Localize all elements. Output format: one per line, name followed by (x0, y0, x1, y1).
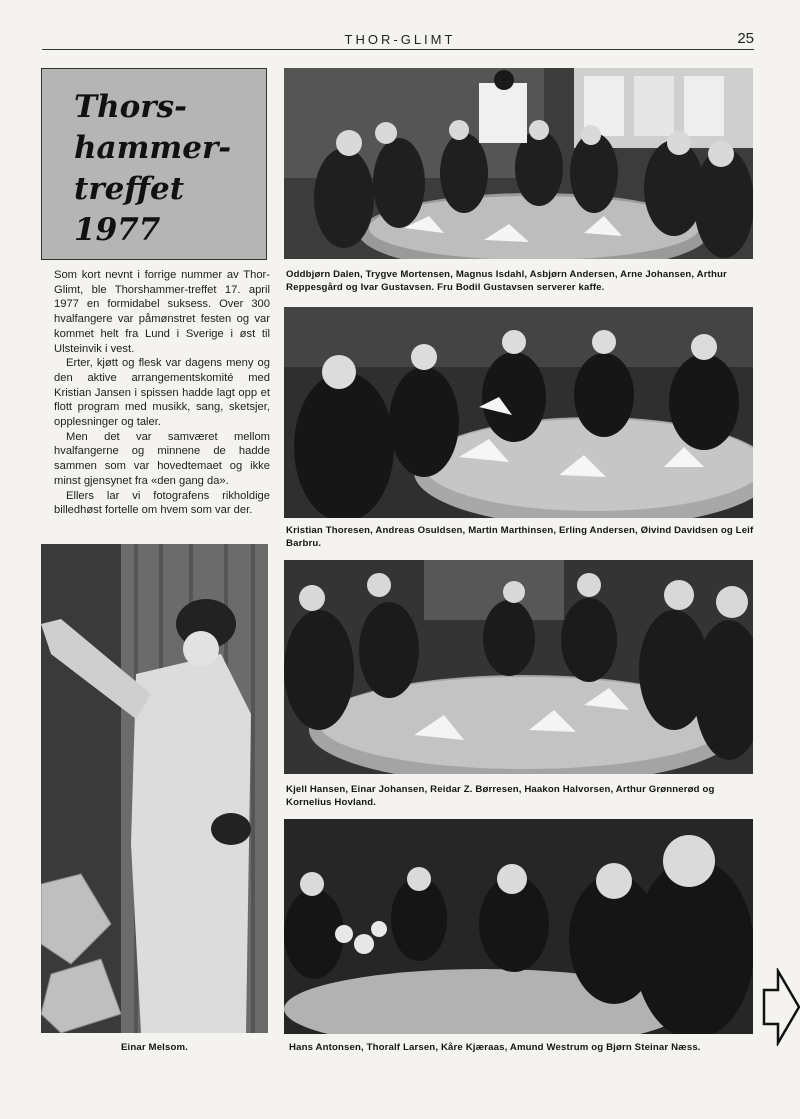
photo-banquet-table-4 (284, 819, 753, 1034)
running-header: THOR-GLIMT (344, 32, 456, 47)
photo-caption: Hans Antonsen, Thoralf Larsen, Kåre Kjæraas, Amund Westrum og Bjørn Steinar Næss. (289, 1042, 701, 1053)
next-page-arrow-icon (762, 968, 800, 1046)
photo-caption: Einar Melsom. (121, 1042, 188, 1053)
header-rule (42, 49, 754, 50)
photo-banquet-table-3 (284, 560, 753, 774)
page-number: 25 (737, 30, 754, 47)
article-title-box (41, 68, 267, 260)
article-title-line: treffet (74, 171, 185, 207)
photo-einar-melsom (41, 544, 268, 1033)
article-paragraph: Erter, kjøtt og flesk var dagens meny og den aktive arrangementskomité med Kristian Jansen i spissen hadde lagt opp et flott program med musikk, sang, sketsjer, opplesninger og taler. (54, 357, 270, 429)
article-title-line: Thors- (74, 89, 187, 125)
photo-banquet-table-1 (284, 68, 753, 259)
article-title-line: hammer- (74, 130, 232, 166)
article-body (54, 268, 270, 518)
photo-caption: Kristian Thoresen, Andreas Osuldsen, Martin Marthinsen, Erling Andersen, Øivind Davidsen og Leif Barbru. (286, 525, 754, 549)
photo-caption: Kjell Hansen, Einar Johansen, Reidar Z. Børresen, Haakon Halvorsen, Arthur Grønnerød og Kornelius Hovland. (286, 784, 715, 808)
article-paragraph: Som kort nevnt i forrige nummer av Thor-Glimt, ble Thorshammer-treffet 17. april 1977 en formidabel suksess. Over 300 hvalfangere var påmønstret festen og var kommet helt fra Lund i Sverige i øst til Ulsteinvik i vest. (54, 269, 270, 355)
photo-caption: Oddbjørn Dalen, Trygve Mortensen, Magnus Isdahl, Asbjørn Andersen, Arne Johansen, Arthur Reppesgård og Ivar Gustavsen. Fru Bodil Gustavsen serverer kaffe. (286, 269, 727, 293)
article-title-line: 1977 (74, 212, 161, 248)
photo-banquet-table-2 (284, 307, 753, 518)
article-paragraph: Men det var samværet mellom hvalfangerne og minnene de hadde sammen som var hovedtemaet og ikke minst gjensynet fra «den gang da». (54, 430, 270, 487)
article-paragraph: Ellers lar vi fotografens rikholdige billedhøst fortelle om hvem som var der. (54, 489, 270, 517)
